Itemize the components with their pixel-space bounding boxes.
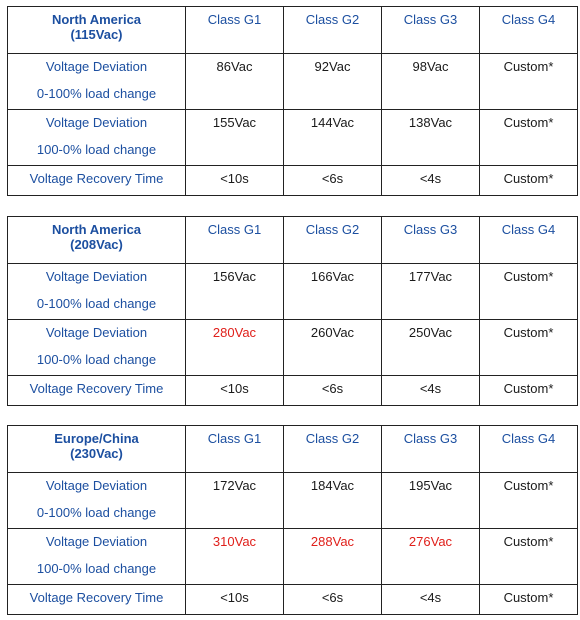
value-cell: 166Vac [284, 264, 382, 320]
spec-table-north-america-115 [7, 6, 578, 196]
table-row [8, 585, 578, 615]
value-cell: Custom* [480, 529, 578, 585]
column-header-g4: Class G4 [480, 217, 578, 264]
value-cell: 184Vac [284, 473, 382, 529]
value-cell: <6s [284, 585, 382, 615]
table-header-row [8, 426, 578, 473]
value-cell-highlighted: 288Vac [284, 529, 382, 585]
value-cell: 260Vac [284, 320, 382, 376]
row-label: Voltage Deviation 100-0% load change [8, 110, 186, 166]
value-cell: Custom* [480, 376, 578, 406]
row-label: Voltage Deviation 0-100% load change [8, 473, 186, 529]
row-label: Voltage Recovery Time [8, 585, 186, 615]
spec-table-north-america-208 [7, 216, 578, 406]
value-cell: Custom* [480, 473, 578, 529]
table-row [8, 376, 578, 406]
region-name: Europe/China [54, 431, 139, 446]
value-cell: 195Vac [382, 473, 480, 529]
value-cell: <6s [284, 376, 382, 406]
table-row [8, 166, 578, 196]
value-cell: <10s [186, 376, 284, 406]
value-cell: <4s [382, 585, 480, 615]
value-cell: 155Vac [186, 110, 284, 166]
value-cell: 138Vac [382, 110, 480, 166]
row-label: Voltage Deviation 100-0% load change [8, 320, 186, 376]
table-row [8, 320, 578, 376]
value-cell: <6s [284, 166, 382, 196]
region-voltage: (230Vac) [70, 446, 123, 461]
column-header-g3: Class G3 [382, 217, 480, 264]
column-header-g2: Class G2 [284, 426, 382, 473]
column-header-g1: Class G1 [186, 7, 284, 54]
value-cell: 86Vac [186, 54, 284, 110]
table-row [8, 54, 578, 110]
table-row [8, 264, 578, 320]
region-name: North America [51, 222, 142, 237]
value-cell: Custom* [480, 166, 578, 196]
region-cell [8, 217, 186, 264]
value-cell: 172Vac [186, 473, 284, 529]
table-row [8, 110, 578, 166]
column-header-g1: Class G1 [186, 217, 284, 264]
table-header-row [8, 217, 578, 264]
column-header-g3: Class G3 [382, 7, 480, 54]
value-cell: Custom* [480, 264, 578, 320]
row-label: Voltage Deviation 100-0% load change [8, 529, 186, 585]
value-cell: 92Vac [284, 54, 382, 110]
column-header-g1: Class G1 [186, 426, 284, 473]
value-cell: 156Vac [186, 264, 284, 320]
column-header-g3: Class G3 [382, 426, 480, 473]
table-row [8, 529, 578, 585]
column-header-g2: Class G2 [284, 217, 382, 264]
value-cell: 177Vac [382, 264, 480, 320]
value-cell: 98Vac [382, 54, 480, 110]
region-cell [8, 426, 186, 473]
value-cell-highlighted: 310Vac [186, 529, 284, 585]
value-cell: Custom* [480, 320, 578, 376]
value-cell: 144Vac [284, 110, 382, 166]
value-cell: 250Vac [382, 320, 480, 376]
value-cell-highlighted: 280Vac [186, 320, 284, 376]
region-voltage: (208Vac) [70, 237, 123, 252]
value-cell: <4s [382, 376, 480, 406]
table-header-row [8, 7, 578, 54]
value-cell: <4s [382, 166, 480, 196]
region-cell [8, 7, 186, 54]
value-cell-highlighted: 276Vac [382, 529, 480, 585]
column-header-g2: Class G2 [284, 7, 382, 54]
value-cell: Custom* [480, 110, 578, 166]
table-row [8, 473, 578, 529]
spec-table-europe-china-230 [7, 425, 578, 615]
region-voltage: (115Vac) [70, 27, 123, 42]
value-cell: Custom* [480, 54, 578, 110]
value-cell: Custom* [480, 585, 578, 615]
value-cell: <10s [186, 166, 284, 196]
row-label: Voltage Deviation 0-100% load change [8, 54, 186, 110]
column-header-g4: Class G4 [480, 7, 578, 54]
row-label: Voltage Deviation 0-100% load change [8, 264, 186, 320]
value-cell: <10s [186, 585, 284, 615]
region-name: North America [51, 12, 142, 27]
row-label: Voltage Recovery Time [8, 166, 186, 196]
row-label: Voltage Recovery Time [8, 376, 186, 406]
column-header-g4: Class G4 [480, 426, 578, 473]
